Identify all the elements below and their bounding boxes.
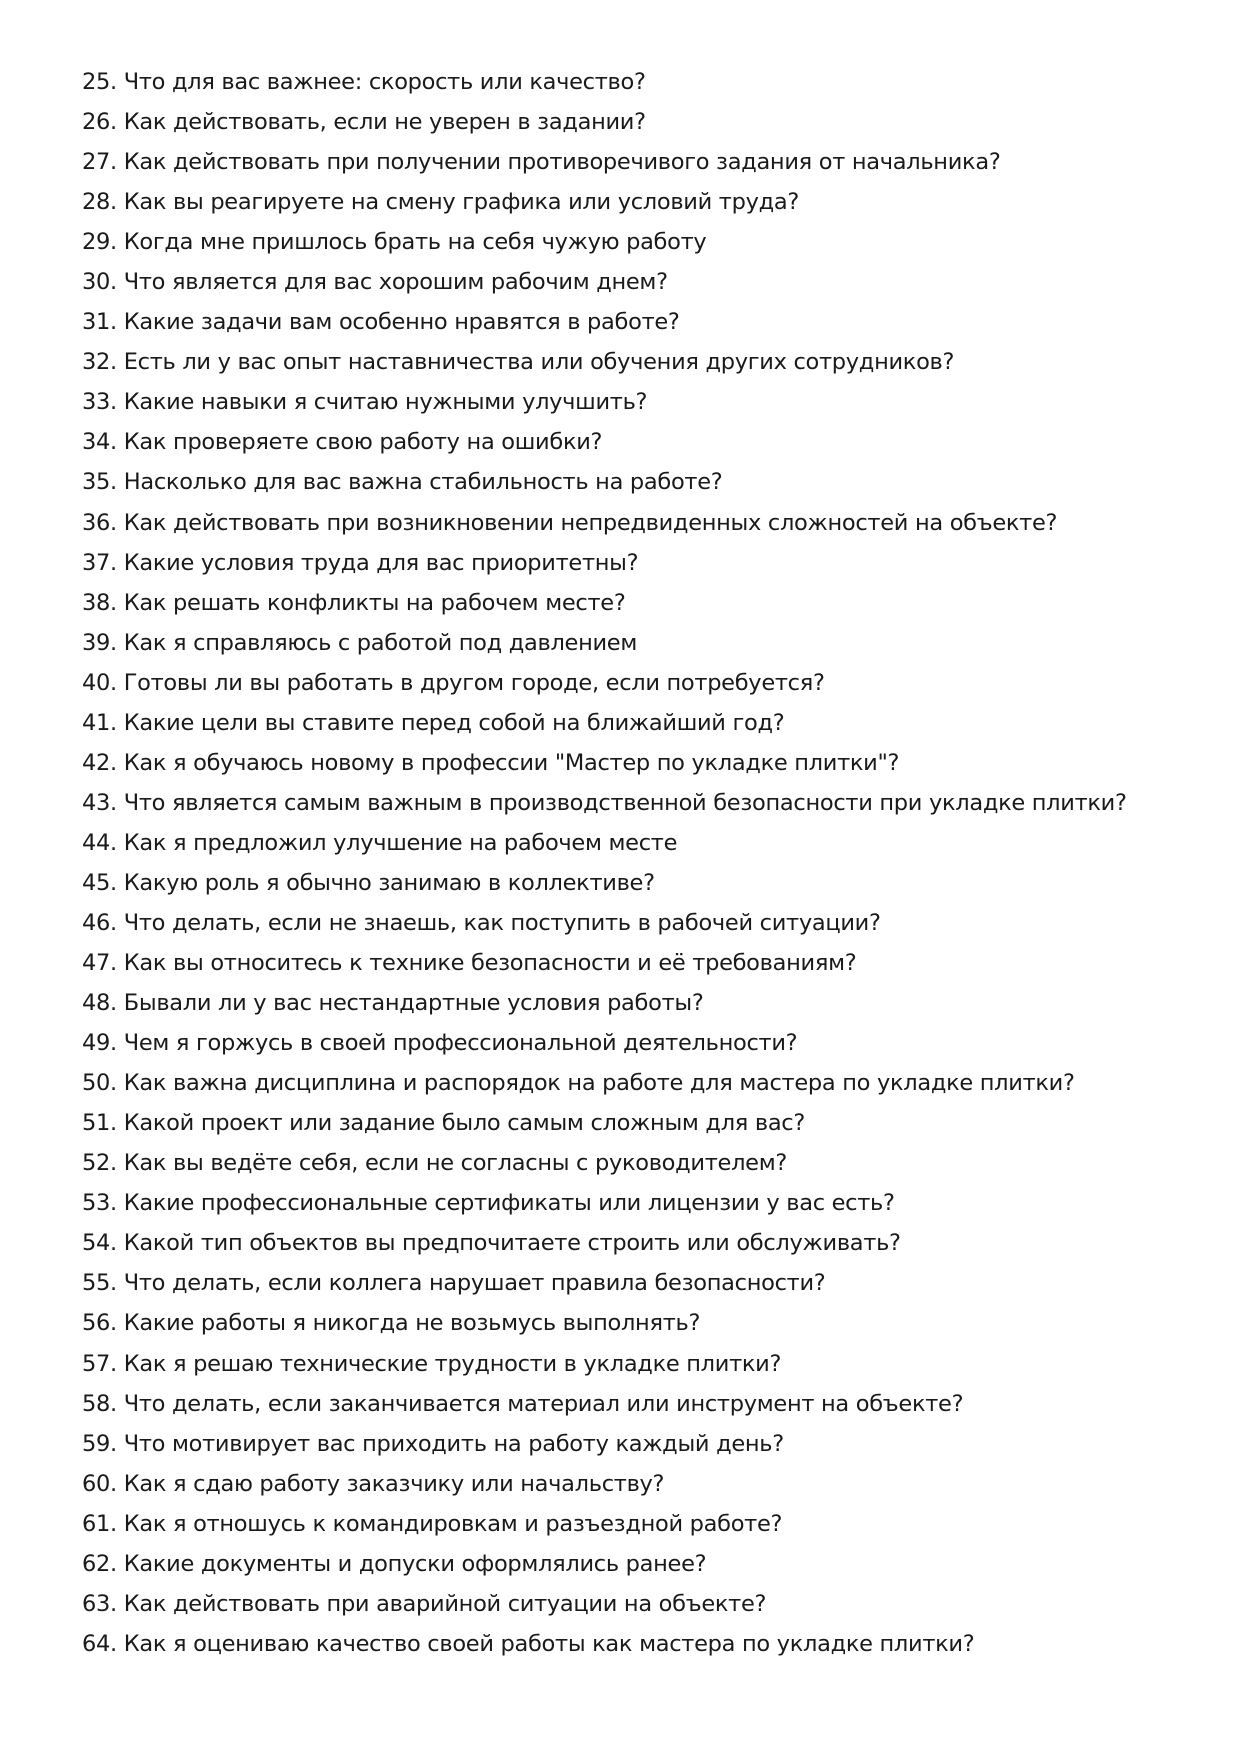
question-item: 36. Как действовать при возникновении непредвиденных сложностей на объекте? — [82, 509, 1058, 536]
question-item: 33. Какие навыки я считаю нужными улучшить? — [82, 389, 648, 416]
question-item: 42. Как я обучаюсь новому в профессии "Мастер по укладке плитки"? — [82, 749, 900, 776]
question-item: 47. Как вы относитесь к технике безопасности и её требованиям? — [82, 950, 857, 977]
question-item: 34. Как проверяете свою работу на ошибки? — [82, 429, 603, 456]
question-item: 58. Что делать, если заканчивается материал или инструмент на объекте? — [82, 1390, 964, 1417]
question-item: 55. Что делать, если коллега нарушает правила безопасности? — [82, 1270, 826, 1297]
question-item: 56. Какие работы я никогда не возьмусь выполнять? — [82, 1310, 701, 1337]
question-item: 64. Как я оцениваю качество своей работы как мастера по укладке плитки? — [82, 1630, 975, 1657]
question-item: 27. Как действовать при получении противоречивого задания от начальника? — [82, 149, 1001, 176]
question-item: 46. Что делать, если не знаешь, как поступить в рабочей ситуации? — [82, 909, 881, 936]
question-item: 30. Что является для вас хорошим рабочим днем? — [82, 269, 668, 296]
question-item: 39. Как я справляюсь с работой под давлением — [82, 629, 638, 656]
question-item: 48. Бывали ли у вас нестандартные условия работы? — [82, 990, 704, 1017]
question-item: 60. Как я сдаю работу заказчику или начальству? — [82, 1470, 665, 1497]
question-item: 61. Как я отношусь к командировкам и разъездной работе? — [82, 1510, 783, 1537]
question-item: 25. Что для вас важнее: скорость или качество? — [82, 69, 646, 95]
question-item: 43. Что является самым важным в производственной безопасности при укладке плитки? — [82, 789, 1127, 816]
question-item: 62. Какие документы и допуски оформлялись ранее? — [82, 1550, 707, 1577]
question-item: 44. Как я предложил улучшение на рабочем месте — [82, 829, 678, 856]
question-item: 52. Как вы ведёте себя, если не согласны с руководителем? — [82, 1150, 788, 1177]
question-item: 40. Готовы ли вы работать в другом городе, если потребуется? — [82, 669, 825, 696]
question-item: 38. Как решать конфликты на рабочем месте? — [82, 589, 626, 616]
question-item: 29. Когда мне пришлось брать на себя чужую работу — [82, 229, 707, 256]
question-item: 32. Есть ли у вас опыт наставничества или обучения других сотрудников? — [82, 349, 955, 376]
question-item: 26. Как действовать, если не уверен в задании? — [82, 109, 646, 136]
question-item: 50. Как важна дисциплина и распорядок на работе для мастера по укладке плитки? — [82, 1070, 1075, 1097]
question-item: 49. Чем я горжусь в своей профессиональной деятельности? — [82, 1030, 798, 1057]
question-item: 53. Какие профессиональные сертификаты или лицензии у вас есть? — [82, 1190, 895, 1217]
question-item: 45. Какую роль я обычно занимаю в коллективе? — [82, 869, 655, 896]
question-item: 59. Что мотивирует вас приходить на работу каждый день? — [82, 1430, 784, 1457]
question-item: 31. Какие задачи вам особенно нравятся в работе? — [82, 309, 680, 336]
question-item: 28. Как вы реагируете на смену графика или условий труда? — [82, 189, 799, 216]
question-item: 57. Как я решаю технические трудности в укладке плитки? — [82, 1350, 782, 1377]
question-item: 54. Какой тип объектов вы предпочитаете строить или обслуживать? — [82, 1230, 901, 1257]
question-item: 35. Насколько для вас важна стабильность на работе? — [82, 469, 723, 496]
question-item: 37. Какие условия труда для вас приоритетны? — [82, 549, 639, 576]
question-item: 63. Как действовать при аварийной ситуации на объекте? — [82, 1590, 767, 1617]
question-item: 41. Какие цели вы ставите перед собой на ближайший год? — [82, 709, 785, 736]
question-item: 51. Какой проект или задание было самым сложным для вас? — [82, 1110, 806, 1137]
question-list — [82, 62, 1202, 1664]
